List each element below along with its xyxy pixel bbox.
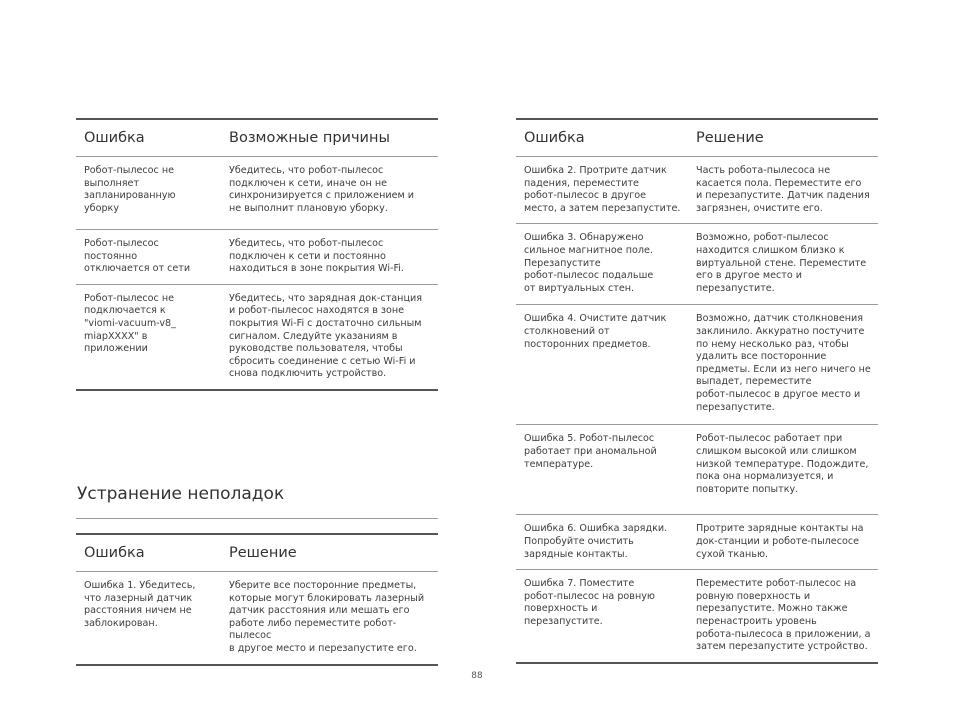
table-header-row (76, 119, 438, 157)
table-row (76, 157, 438, 230)
column-header-error: Ошибка (76, 534, 221, 572)
error-cell: Ошибка 1. Убедитесь, что лазерный датчик расстояния ничем не заблокирован. (84, 580, 196, 629)
error-cell: Ошибка 4. Очистите датчик столкновений от посторонних предметов. (524, 313, 667, 350)
table-row (516, 425, 878, 515)
page-number: 88 (471, 671, 483, 681)
solution-cell: Возможно, робот-пылесос находится слишком близко к виртуальной стене. Переместите его в другое место и перезапустите. (696, 232, 867, 294)
error-cell: Робот-пылесос не подключается к "viomi-vacuum-v8_ miapXXXX" в приложении (84, 292, 176, 355)
column-header-causes: Возможные причины (221, 119, 438, 157)
solution-cell: Уберите все посторонние предметы, которые могут блокировать лазерный датчик расстояния или мешать его работе либо переместите робот-пылесос в другое место и перезапустите его. (229, 580, 425, 654)
error-cell: Ошибка 6. Ошибка зарядки. Попробуйте очистить зарядные контакты. (524, 523, 668, 560)
solution-cell: Переместите робот-пылесос на ровную поверхность и перезапустите. Можно также перенастроить уровень робота-пылесоса в приложении, а затем перезапустите устройство. (696, 578, 871, 653)
table-row (516, 157, 878, 224)
table-row (516, 570, 878, 663)
column-header-solution: Решение (221, 534, 438, 572)
error-cell: Ошибка 3. Обнаружено сильное магнитное поле. Перезапустите робот-пылесос подальше от виртуальных стен. (524, 232, 654, 294)
solution-cell: Возможно, датчик столкновения заклинило. Аккуратно постучите по нему несколько раз, чтобы удалить все посторонние предметы. Если из него ничего не выпадет, переместите робот-пылесос в другое место и перезапустите. (696, 313, 871, 413)
table-row (516, 224, 878, 305)
table-row (516, 515, 878, 570)
error-cell: Робот-пылесос не выполняет запланированную уборку (84, 165, 176, 214)
table-header-row (516, 119, 878, 157)
section-divider (76, 518, 438, 519)
table-row (76, 572, 438, 665)
solution-cell: Протрите зарядные контакты на док-станции и роботе-пылесосе сухой тканью. (696, 523, 864, 560)
error-cell: Робот-пылесос постоянно отключается от сети (84, 238, 191, 275)
troubleshoot-table-right (516, 118, 878, 664)
table-header-row (76, 534, 438, 572)
table-row (516, 305, 878, 425)
troubleshoot-table-left (76, 533, 438, 666)
error-cell: Ошибка 2. Протрите датчик падения, переместите робот-пылесос в другое место, а затем перезапустите. (524, 165, 681, 214)
solution-cell: Часть робота-пылесоса не касается пола. Переместите его и перезапустите. Датчик падения загрязнен, очистите его. (696, 165, 870, 214)
column-header-solution: Решение (688, 119, 878, 157)
solution-cell: Робот-пылесос работает при слишком высокой или слишком низкой температуре. Подождите, пока она нормализуется, и повторите попытку. (696, 433, 869, 495)
error-cell: Ошибка 5. Робот-пылесос работает при аномальной температуре. (524, 433, 657, 470)
table-row (76, 284, 438, 390)
column-header-error: Ошибка (516, 119, 688, 157)
error-cell: Ошибка 7. Поместите робот-пылесос на ровную поверхность и перезапустите. (524, 578, 655, 627)
cause-cell: Убедитесь, что робот-пылесос подключен к сети, иначе он не синхронизируется с приложением и не выполнит плановую уборку. (229, 165, 415, 214)
column-header-error: Ошибка (76, 119, 221, 157)
section-title: Устранение неполадок (77, 484, 285, 504)
cause-cell: Убедитесь, что робот-пылесос подключен к сети и постоянно находиться в зоне покрытия Wi-Fi. (229, 238, 404, 275)
cause-cell: Убедитесь, что зарядная док-станция и робот-пылесос находятся в зоне покрытия Wi-Fi с достаточно сильным сигналом. Следуйте указаниям в руководстве пользователя, чтобы сбросить соединение с сетью Wi-Fi и снова подключить устройство. (229, 292, 422, 380)
table-row (76, 230, 438, 285)
causes-table (76, 118, 438, 391)
